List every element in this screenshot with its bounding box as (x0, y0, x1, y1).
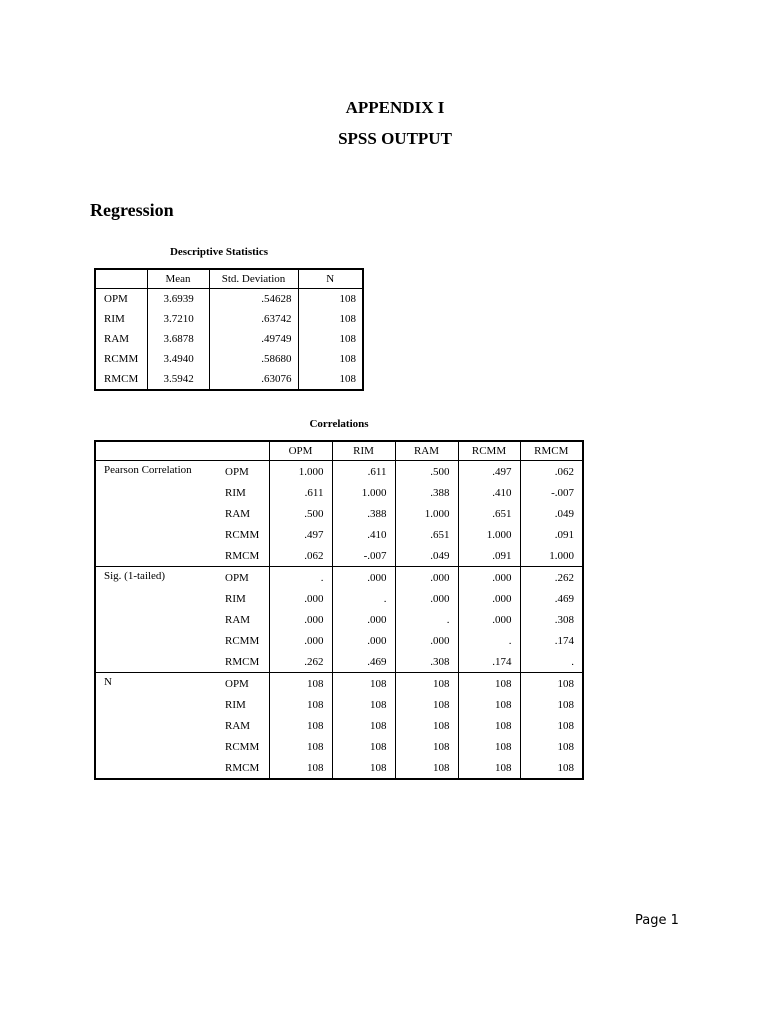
correlation-value: .497 (458, 461, 520, 483)
correlation-value: .497 (269, 524, 332, 545)
n-value: 108 (339, 373, 356, 385)
table-row (95, 309, 363, 329)
correlation-value: .388 (332, 503, 395, 524)
correlation-value: 1.000 (458, 524, 520, 545)
group-label: N (95, 673, 221, 780)
correlation-value: 108 (269, 736, 332, 757)
correlation-value: 108 (269, 673, 332, 695)
column-header: RCMM (458, 441, 520, 461)
correlation-value: .091 (458, 545, 520, 567)
table-row (95, 673, 583, 695)
correlation-value: .469 (554, 592, 574, 605)
correlation-value: . (458, 630, 520, 651)
row-label: RMCM (221, 757, 269, 779)
correlation-value: 108 (557, 719, 574, 732)
row-label: RAM (221, 715, 269, 736)
table-row (95, 349, 363, 369)
correlation-value: .000 (269, 609, 332, 630)
column-header: RAM (395, 441, 458, 461)
correlation-value: 108 (332, 715, 395, 736)
correlation-value: 1.000 (332, 482, 395, 503)
group-label: Pearson Correlation (104, 464, 192, 476)
correlation-value: .262 (520, 567, 583, 589)
correlation-value: -.007 (551, 486, 574, 499)
correlation-value: 108 (395, 694, 458, 715)
row-label: RCMM (221, 736, 269, 757)
column-header (95, 269, 147, 289)
correlation-value: .410 (332, 524, 395, 545)
correlation-value: 108 (458, 694, 520, 715)
n-value: 108 (339, 313, 356, 325)
correlation-value: .000 (332, 567, 395, 589)
correlation-value: 108 (332, 694, 395, 715)
mean-value: 3.4940 (147, 349, 209, 369)
std-deviation-value: .58680 (209, 349, 298, 369)
correlation-value: .000 (458, 567, 520, 589)
row-label: RIM (221, 588, 269, 609)
appendix-subtitle: SPSS OUTPUT (338, 129, 452, 148)
correlation-value: 108 (395, 715, 458, 736)
correlation-value: .410 (458, 482, 520, 503)
row-label: RCMM (95, 349, 147, 369)
correlation-value: 108 (520, 673, 583, 695)
column-header: Mean (147, 269, 209, 289)
correlation-value: .000 (458, 609, 520, 630)
correlation-value: .000 (395, 567, 458, 589)
appendix-title: APPENDIX I (345, 98, 445, 117)
correlation-value: 108 (458, 736, 520, 757)
correlations-header-row (95, 441, 583, 461)
correlation-value: . (395, 609, 458, 630)
correlation-value: 1.000 (549, 549, 574, 562)
correlation-value: .262 (269, 651, 332, 673)
correlation-value: 108 (269, 757, 332, 779)
column-header: RIM (332, 441, 395, 461)
correlation-value: .611 (269, 482, 332, 503)
std-deviation-value: .63076 (209, 369, 298, 390)
correlation-value: .651 (458, 503, 520, 524)
correlation-value: .611 (332, 461, 395, 483)
column-header: N (298, 269, 363, 289)
correlation-value: 1.000 (395, 503, 458, 524)
correlation-value: .000 (269, 630, 332, 651)
row-label: RMCM (221, 651, 269, 673)
descriptive-caption: Descriptive Statistics (169, 246, 269, 258)
table-row (95, 369, 363, 390)
correlation-value: . (571, 655, 574, 668)
table-row (95, 567, 583, 589)
correlation-value: .388 (395, 482, 458, 503)
correlation-value: 108 (557, 761, 574, 774)
correlation-value: -.007 (332, 545, 395, 567)
page-number: Page 1 (635, 913, 679, 928)
section-heading: Regression (90, 200, 174, 220)
row-label: RMCM (221, 545, 269, 567)
correlation-value: 108 (458, 757, 520, 779)
correlation-value: .000 (395, 588, 458, 609)
table-row (95, 329, 363, 349)
row-label: OPM (221, 461, 269, 483)
mean-value: 3.6939 (147, 289, 209, 310)
correlation-value: 108 (458, 715, 520, 736)
row-label: OPM (221, 567, 269, 589)
correlation-value: .469 (332, 651, 395, 673)
row-label: RAM (95, 329, 147, 349)
correlation-value: .000 (458, 588, 520, 609)
n-value: 108 (339, 353, 356, 365)
n-value: 108 (339, 293, 356, 305)
column-header: Std. Deviation (209, 269, 298, 289)
row-label: OPM (95, 289, 147, 310)
correlation-value: 108 (269, 694, 332, 715)
correlation-value: 108 (332, 757, 395, 779)
table-row (95, 461, 583, 483)
correlation-value: .308 (395, 651, 458, 673)
correlation-value: .308 (554, 613, 574, 626)
mean-value: 3.6878 (147, 329, 209, 349)
correlation-value: .174 (458, 651, 520, 673)
descriptive-header-row (95, 269, 363, 289)
row-label: RIM (221, 694, 269, 715)
row-label: RCMM (221, 630, 269, 651)
correlation-value: .049 (395, 545, 458, 567)
std-deviation-value: .49749 (209, 329, 298, 349)
row-label: RIM (95, 309, 147, 329)
correlation-value: 108 (269, 715, 332, 736)
correlation-value: 108 (557, 740, 574, 753)
correlation-value: .049 (554, 507, 574, 520)
row-label: RCMM (221, 524, 269, 545)
correlation-value: .000 (395, 630, 458, 651)
correlation-value: . (332, 588, 395, 609)
correlation-value: .000 (269, 588, 332, 609)
column-header: RMCM (520, 441, 583, 461)
correlation-value: .174 (554, 634, 574, 647)
correlation-value: .000 (332, 609, 395, 630)
correlations-table (94, 440, 584, 780)
row-label: RMCM (95, 369, 147, 390)
correlation-value: .651 (395, 524, 458, 545)
correlation-value: .062 (269, 545, 332, 567)
std-deviation-value: .54628 (209, 289, 298, 310)
correlation-value: . (269, 567, 332, 589)
correlation-value: 108 (395, 757, 458, 779)
group-label: Sig. (1-tailed) (95, 567, 221, 673)
correlation-value: .091 (554, 528, 574, 541)
header-blank (95, 441, 269, 461)
mean-value: 3.5942 (147, 369, 209, 390)
row-label: RIM (221, 482, 269, 503)
descriptive-statistics-table (94, 268, 364, 391)
row-label: RAM (221, 503, 269, 524)
correlation-value: 108 (395, 736, 458, 757)
correlations-caption: Correlations (309, 418, 369, 430)
std-deviation-value: .63742 (209, 309, 298, 329)
correlation-value: 108 (332, 673, 395, 695)
column-header: OPM (269, 441, 332, 461)
table-row (95, 289, 363, 310)
correlation-value: 108 (332, 736, 395, 757)
mean-value: 3.7210 (147, 309, 209, 329)
row-label: OPM (221, 673, 269, 695)
correlation-value: 108 (557, 698, 574, 711)
correlation-value: 108 (395, 673, 458, 695)
correlation-value: .062 (554, 465, 574, 478)
correlation-value: .000 (332, 630, 395, 651)
n-value: 108 (339, 333, 356, 345)
row-label: RAM (221, 609, 269, 630)
correlation-value: .500 (269, 503, 332, 524)
correlation-value: 1.000 (269, 461, 332, 483)
correlation-value: 108 (458, 673, 520, 695)
correlation-value: .500 (395, 461, 458, 483)
